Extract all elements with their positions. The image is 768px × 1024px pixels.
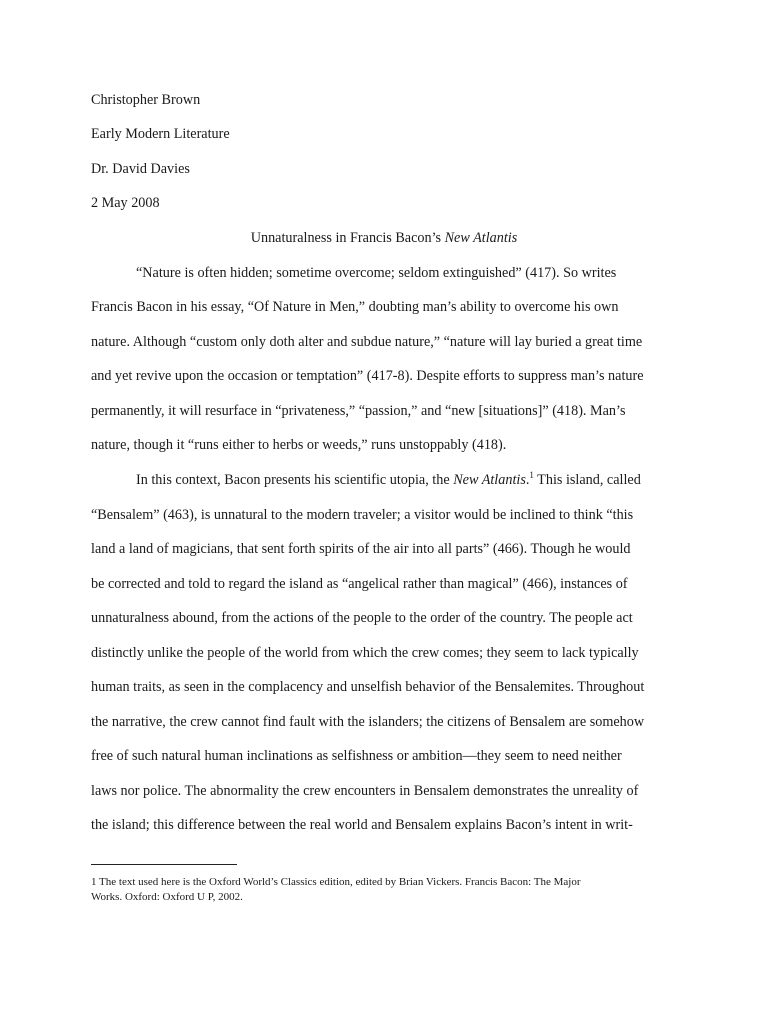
paragraph-2-line-10: laws nor police. The abnormality the crew encounters in Bensalem demonstrates the unreality of — [91, 783, 639, 799]
paragraph-2-line-11: the island; this difference between the real world and Bensalem explains Bacon’s intent in writ- — [91, 817, 633, 833]
paragraph-2-line-8: the narrative, the crew cannot find fault with the islanders; the citizens of Bensalem are somehow — [91, 714, 645, 730]
footnote-line-2: Works. Oxford: Oxford U P, 2002. — [91, 891, 243, 903]
paragraph-1-line-2: Francis Bacon in his essay, “Of Nature in Men,” doubting man’s ability to overcome his own — [91, 299, 619, 315]
paragraph-2-line-2: “Bensalem” (463), is unnatural to the modern traveler; a visitor would be inclined to think “this — [91, 507, 634, 523]
paragraph-1-line-5: permanently, it will resurface in “privateness,” “passion,” and “new [situations]” (418). Man’s — [91, 403, 626, 419]
footnote-divider — [91, 864, 237, 865]
instructor-name: Dr. David Davies — [91, 161, 190, 177]
paper-date: 2 May 2008 — [91, 195, 160, 211]
paragraph-2-line-1 — [136, 470, 641, 490]
paragraph-2-line-1-prefix: In this context, Bacon presents his scientific utopia, the — [136, 472, 454, 488]
paragraph-2-italic-title: New Atlantis — [453, 472, 526, 488]
author-name: Christopher Brown — [91, 92, 201, 108]
footnote-marker[interactable]: 1 — [529, 470, 534, 480]
footnote-line-1: 1 The text used here is the Oxford World’s Classics edition, edited by Brian Vickers. Francis Bacon: The Major — [91, 876, 581, 888]
course-name: Early Modern Literature — [91, 126, 230, 142]
paragraph-2-line-3: land a land of magicians, that sent forth spirits of the air into all parts” (466). Though he would — [91, 541, 631, 557]
paragraph-1-line-3: nature. Although “custom only doth alter and subdue nature,” “nature will lay buried a great time — [91, 334, 643, 350]
paper-title — [0, 228, 768, 248]
paragraph-2-line-6: distinctly unlike the people of the world from which the crew comes; they seem to lack typically — [91, 645, 639, 661]
paragraph-1-line-4: and yet revive upon the occasion or temptation” (417-8). Despite efforts to suppress man’s nature — [91, 368, 644, 384]
paragraph-1-line-1: “Nature is often hidden; sometime overcome; seldom extinguished” (417). So writes — [136, 265, 617, 281]
paragraph-2-line-7: human traits, as seen in the complacency and unselfish behavior of the Bensalemites. Throughout — [91, 679, 645, 695]
paragraph-2-line-5: unnaturalness abound, from the actions of the people to the order of the country. The people act — [91, 610, 633, 626]
paper-title-prefix: Unnaturalness in Francis Bacon’s — [250, 230, 445, 246]
paragraph-2-line-1-suffix: This island, called — [533, 472, 641, 488]
paragraph-1-line-6: nature, though it “runs either to herbs or weeds,” runs unstoppably (418). — [91, 437, 507, 453]
paragraph-2-line-4: be corrected and told to regard the island as “angelical rather than magical” (466), instances of — [91, 576, 628, 592]
paragraph-2-period: . — [525, 472, 530, 488]
paragraph-2-line-9: free of such natural human inclinations as selfishness or ambition—they seem to need neither — [91, 748, 622, 764]
paper-title-italic: New Atlantis — [444, 230, 518, 246]
